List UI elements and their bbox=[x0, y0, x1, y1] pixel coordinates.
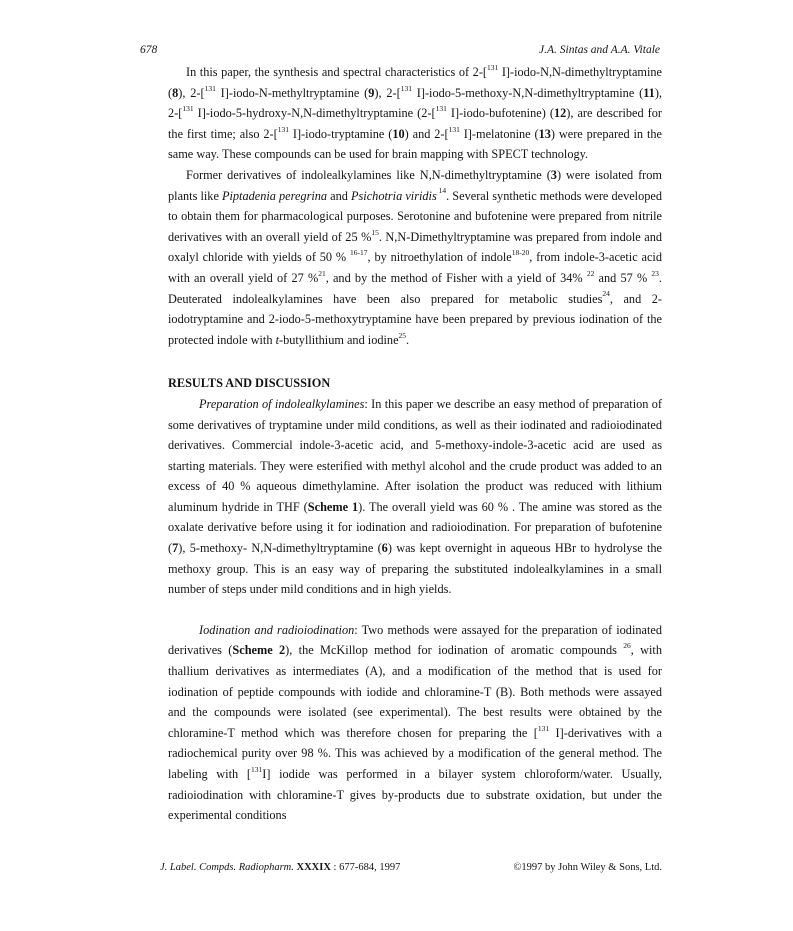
journal-citation: J. Label. Compds. Radiopharm. XXXIX : 677-684, 1997 bbox=[160, 862, 401, 873]
running-authors: J.A. Sintas and A.A. Vitale bbox=[539, 44, 660, 56]
paragraph-intro-compounds: In this paper, the synthesis and spectral characteristics of 2-[$^{131}$ I]-iodo-N,N-dimethyltryptamine (8), 2-[$^{131}$ I]-iodo-N-methyltryptamine (9), 2-[$^{131}$ I]-iodo-5-methoxy-N,N-dimethyltryptamine (11), 2-[$^{131}$ I]-iodo-5-hydroxy-N,N-dimethyltryptamine (2-[$^{131}$ I]-iodo-bufotenine) (12), are described for the first time; also 2-[$^{131}$ I]-iodo-tryptamine (10) and 2-[$^{131}$ I]-melatonine (13) were prepared in the same way. These compounds can be used for brain mapping with SPECT technology. bbox=[168, 62, 662, 162]
page-footer bbox=[160, 862, 662, 873]
section-heading: RESULTS AND DISCUSSION bbox=[168, 376, 331, 391]
running-header bbox=[140, 44, 660, 56]
article-body bbox=[168, 62, 662, 826]
subsection-title: Iodination and radioiodination bbox=[199, 622, 355, 637]
copyright-notice: ©1997 by John Wiley & Sons, Ltd. bbox=[513, 862, 662, 873]
subsection-title: Preparation of indolealkylamines bbox=[199, 396, 365, 411]
paragraph-iodination: Iodination and radioiodination: Two methods were assayed for the preparation of iodinated derivatives (Scheme 2), the McKillop method for iodination of aromatic compounds $^{26}$, with thallium derivatives as intermediates (A), and a modification of the method that is used for iodination of peptide compounds with iodide and chloramine-T (B). Both methods were assayed and the compounds were isolated (see experimental). The best results were obtained by the chloramine-T method which was therefore chosen for preparing the [$^{131}$ I]-derivatives with a radiochemical purity over 98 %. This was achieved by a modification of the general method. The labeling with [$^{131}$I] iodide was performed in a bilayer system chloroform/water. Usually, radioiodination with chloramine-T gives by-products due to substrate oxidation, but under the experimental conditions bbox=[168, 622, 663, 823]
paragraph-former-derivatives: Former derivatives of indolealkylamines like N,N-dimethyltryptamine (3) were isolated from plants like Piptadenia peregrina and Psichotria viridis $^{14}$. Several synthetic methods were developed to obtain them for pharmacological purposes. Serotonine and bufotenine were prepared from nitrile derivatives with an overall yield of 25 %$^{15}$. N,N-Dimethyltryptamine was prepared from indole and oxalyl chloride with yields of 50 % $^{16-17}$, by nitroethylation of indole$^{18-20}$, from indole-3-acetic acid with an overall yield of 27 %$^{21}$, and by the method of Fisher with a yield of 34% $^{22}$ and 57 % $^{23}$. Deuterated indolealkylamines have been also prepared for metabolic studies$^{24}$, and 2-iodotryptamine and 2-iodo-5-methoxytryptamine have been prepared by previous iodination of the protected indole with t-butyllithium and iodine$^{25}$. bbox=[168, 167, 662, 347]
page-number: 678 bbox=[140, 44, 158, 56]
paragraph-preparation: Preparation of indolealkylamines: In this paper we describe an easy method of preparation of some derivatives of tryptamine under mild conditions, as well as their iodinated and radioiodinated derivatives. Commercial indole-3-acetic acid, and 5-methoxy-indole-3-acetic acid are used as starting materials. They were esterified with methyl alcohol and the crude product was added to an excess of 40 % aqueous dimethylamine. After isolation the product was reduced with lithium aluminum hydride in THF (Scheme 1). The overall yield was 60 % . The amine was stored as the oxalate derivative before using it for iodination and radioiodination. For preparation of bufotenine (7), 5-methoxy- N,N-dimethyltryptamine (6) was kept overnight in aqueous HBr to hydrolyse the methoxy group. This is an easy way of preparing the substituted indolealkylamines in a small number of steps under mild conditions and in high yields. bbox=[168, 396, 663, 597]
